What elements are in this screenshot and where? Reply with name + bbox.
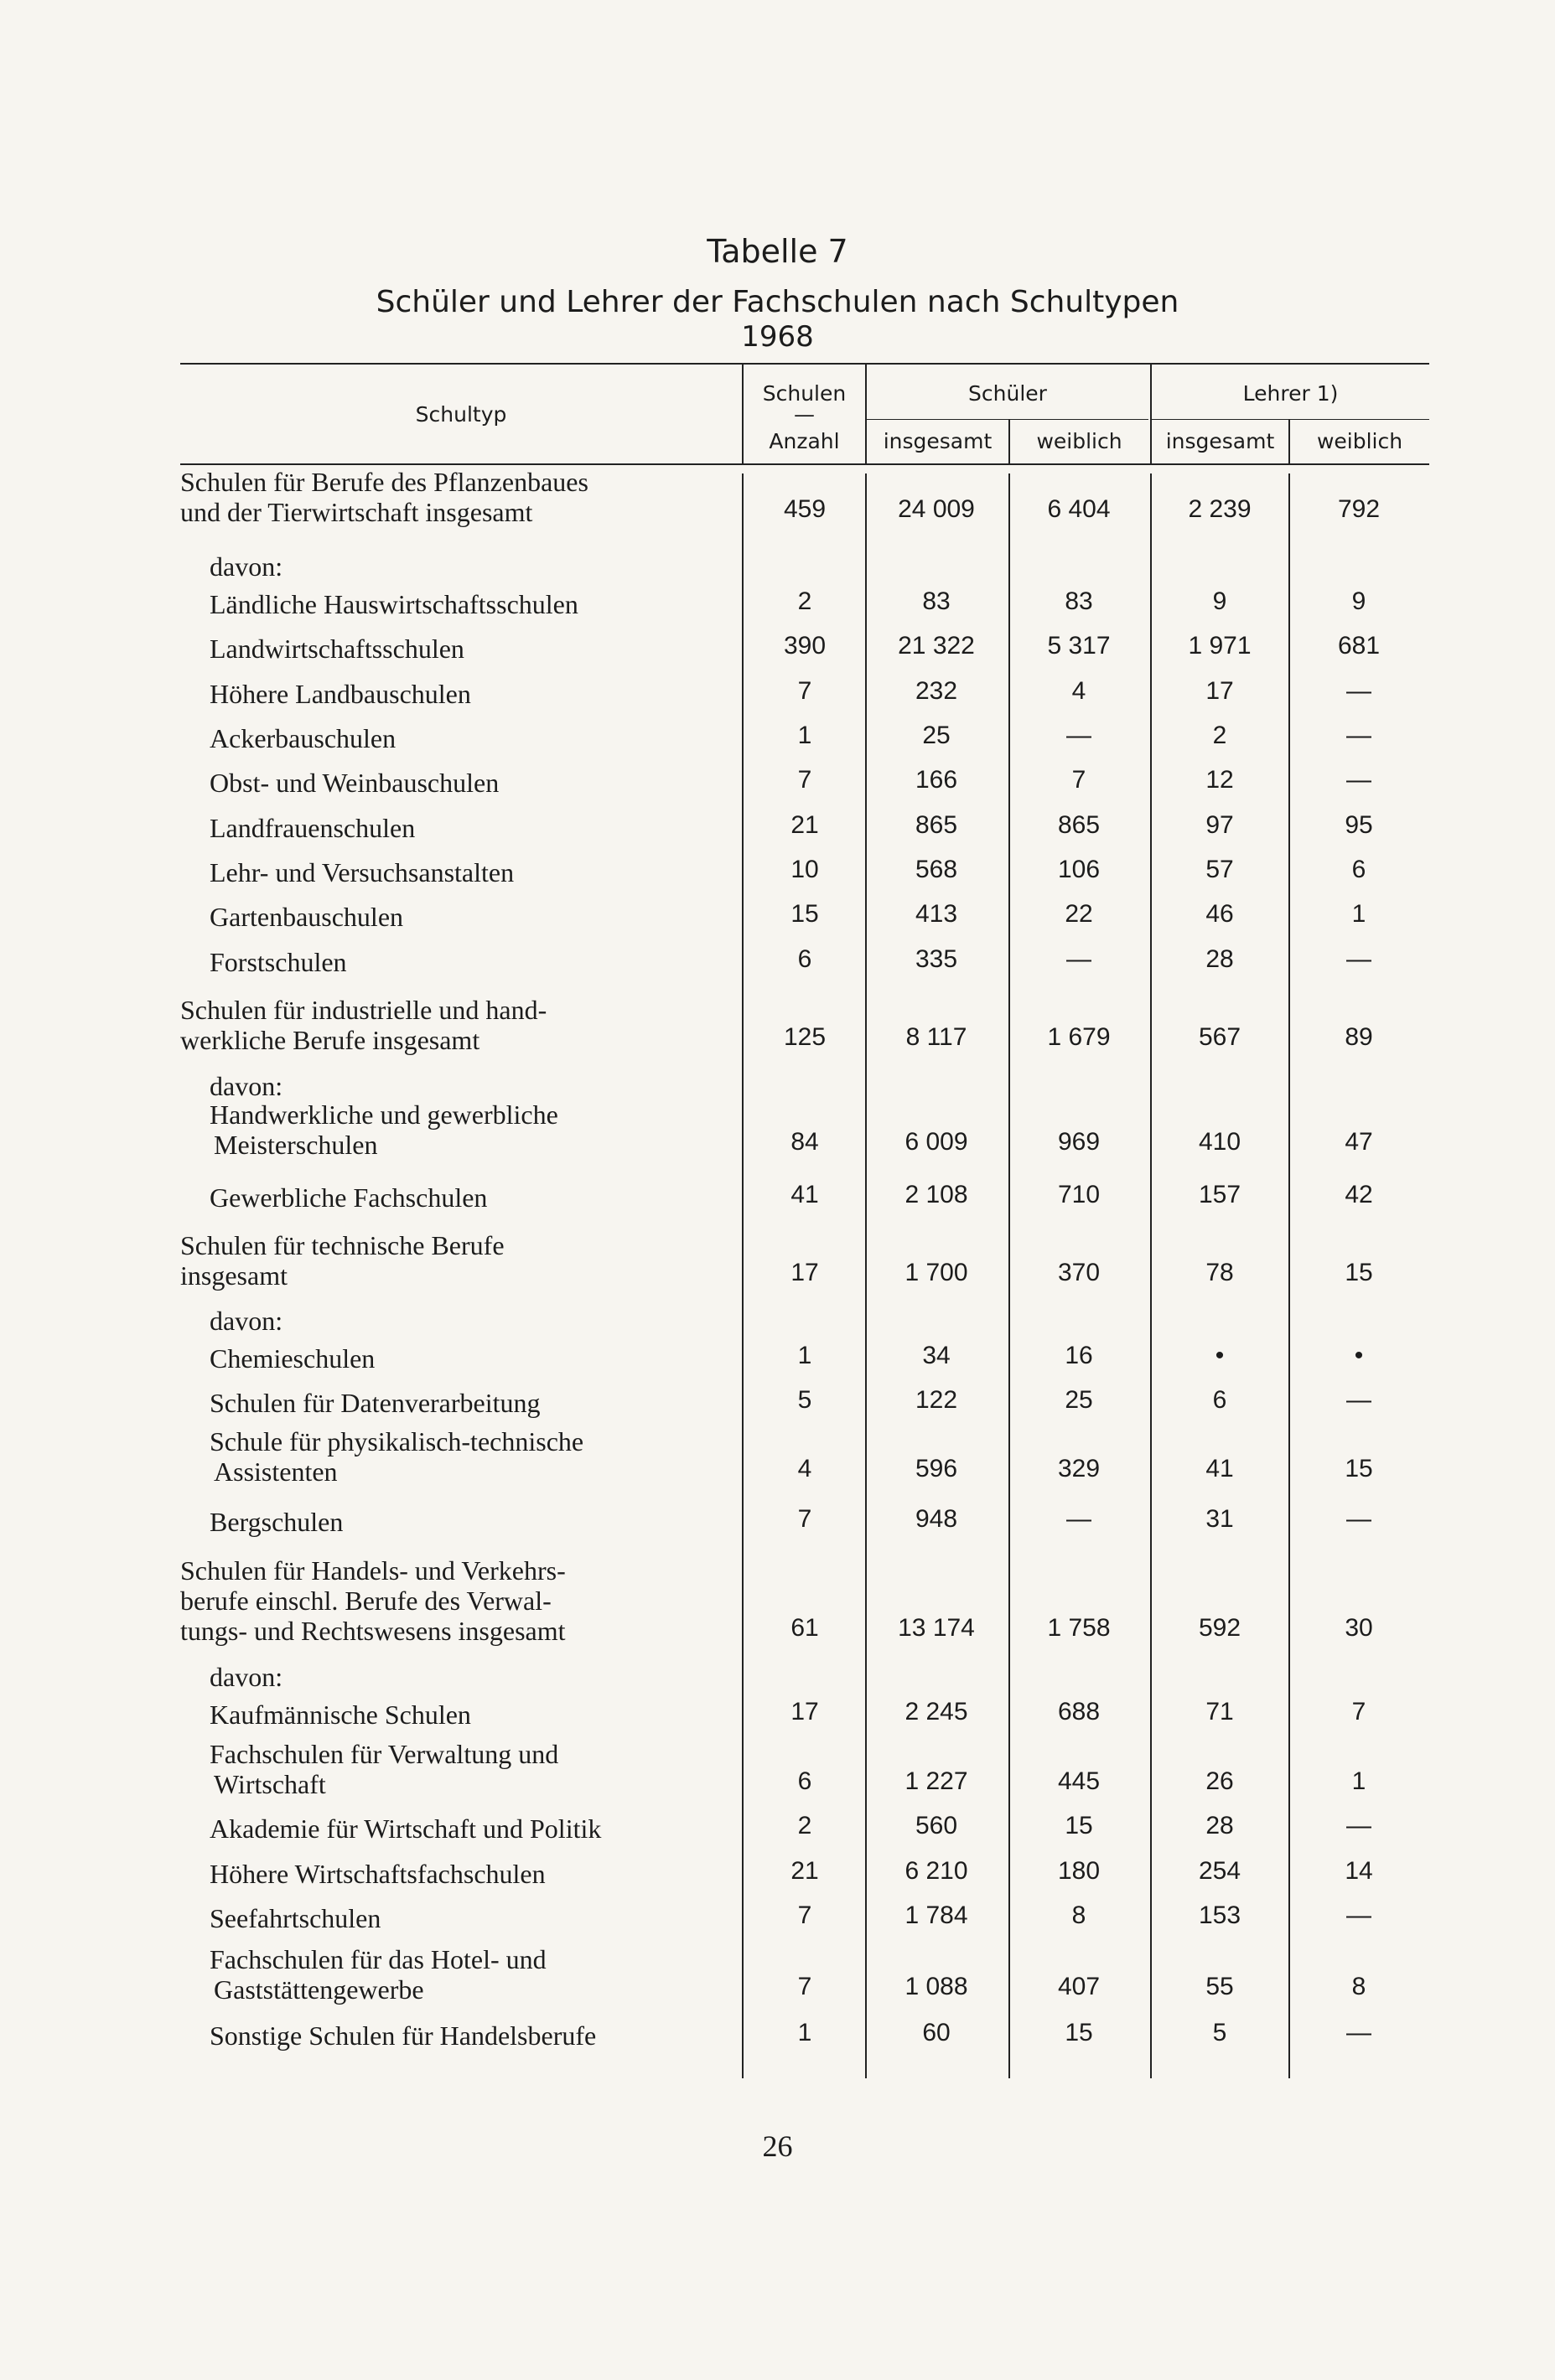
row-label: davon: bbox=[210, 1071, 283, 1101]
table-cell: 16 bbox=[1065, 1342, 1093, 1369]
row-label: Kaufmännische Schulen bbox=[210, 1700, 471, 1730]
table-cell: 5 bbox=[797, 1386, 812, 1414]
header-lehrer: Lehrer 1) bbox=[1242, 381, 1339, 406]
table-year: 1968 bbox=[741, 320, 814, 354]
row-label: Lehr- und Versuchsanstalten bbox=[210, 857, 515, 887]
row-label: insgesamt bbox=[180, 1260, 288, 1291]
row-label: Fachschulen für Verwaltung und bbox=[210, 1739, 559, 1769]
table-cell: 948 bbox=[915, 1505, 958, 1533]
table-cell: 22 bbox=[1065, 900, 1093, 928]
table-cell: 1 bbox=[797, 1342, 812, 1369]
page-number: 26 bbox=[762, 2129, 793, 2163]
header-schueler-insgesamt: insgesamt bbox=[883, 429, 993, 453]
table-cell: — bbox=[1346, 2019, 1371, 2046]
header-schueler: Schüler bbox=[968, 381, 1047, 406]
table-cell: 15 bbox=[790, 900, 819, 928]
table-cell: 83 bbox=[922, 587, 951, 615]
table-cell: 15 bbox=[1345, 1455, 1373, 1482]
table-cell: 10 bbox=[790, 856, 819, 883]
table-cell: 25 bbox=[922, 722, 951, 749]
row-label: Wirtschaft bbox=[214, 1769, 326, 1799]
table-cell: 31 bbox=[1205, 1505, 1234, 1533]
table-cell: — bbox=[1346, 945, 1371, 973]
table-cell: 370 bbox=[1057, 1259, 1101, 1286]
table-cell: 969 bbox=[1057, 1128, 1101, 1156]
table-cell: 153 bbox=[1198, 1901, 1241, 1929]
table-cell: 4 bbox=[797, 1455, 812, 1482]
table-cell: — bbox=[1346, 1901, 1371, 1929]
table-cell: 71 bbox=[1205, 1698, 1234, 1726]
row-label: Höhere Landbauschulen bbox=[210, 679, 471, 709]
table-cell: 15 bbox=[1345, 1259, 1373, 1286]
table-cell: 34 bbox=[922, 1342, 951, 1369]
row-label: Ackerbauschulen bbox=[210, 723, 397, 753]
row-label: Schulen für Datenverarbeitung bbox=[210, 1388, 541, 1418]
table-cell: 1 bbox=[797, 722, 812, 749]
row-label: Landfrauenschulen bbox=[210, 813, 416, 843]
table-cell: 83 bbox=[1065, 587, 1093, 615]
table-cell: 14 bbox=[1345, 1857, 1373, 1885]
table-cell: 21 bbox=[790, 811, 819, 839]
row-label: Höhere Wirtschaftsfachschulen bbox=[210, 1859, 546, 1889]
table-cell: 390 bbox=[783, 632, 827, 660]
table-cell: 8 117 bbox=[905, 1023, 967, 1051]
table-cell: 166 bbox=[915, 766, 958, 794]
table-cell: 42 bbox=[1345, 1181, 1373, 1208]
table-cell: • bbox=[1354, 1342, 1364, 1369]
table-cell: 7 bbox=[797, 1901, 812, 1929]
table-cell: — bbox=[1346, 1386, 1371, 1414]
table-cell: 2 bbox=[797, 587, 812, 615]
table-cell: 413 bbox=[915, 900, 958, 928]
table-cell: 97 bbox=[1205, 811, 1234, 839]
table-cell: 6 bbox=[1212, 1386, 1227, 1414]
row-label: berufe einschl. Berufe des Verwal- bbox=[180, 1586, 552, 1616]
table-cell: 6 009 bbox=[904, 1128, 968, 1156]
table-cell: 7 bbox=[1351, 1698, 1366, 1726]
table-cell: • bbox=[1215, 1342, 1225, 1369]
table-cell: 15 bbox=[1065, 1812, 1093, 1839]
row-label: Seefahrtschulen bbox=[210, 1903, 381, 1933]
row-label: davon: bbox=[210, 1306, 283, 1336]
row-label: Gaststättengewerbe bbox=[214, 1974, 424, 2005]
table-cell: 1 bbox=[797, 2019, 812, 2046]
table-cell: 21 bbox=[790, 1857, 819, 1885]
table-cell: 2 bbox=[797, 1812, 812, 1839]
row-label: Sonstige Schulen für Handelsberufe bbox=[210, 2020, 597, 2051]
table-cell: 46 bbox=[1205, 900, 1234, 928]
table-cell: 1 758 bbox=[1047, 1614, 1111, 1642]
row-label: Landwirtschaftsschulen bbox=[210, 634, 464, 664]
table-cell: 9 bbox=[1212, 587, 1227, 615]
row-label: tungs- und Rechtswesens insgesamt bbox=[180, 1616, 566, 1646]
table-cell: 89 bbox=[1345, 1023, 1373, 1051]
table-cell: 60 bbox=[922, 2019, 951, 2046]
table-cell: 84 bbox=[790, 1128, 819, 1156]
row-label: und der Tierwirtschaft insgesamt bbox=[180, 497, 533, 527]
row-label: Schulen für technische Berufe bbox=[180, 1230, 505, 1260]
table-cell: — bbox=[1066, 722, 1091, 749]
header-schulen: Schulen bbox=[762, 381, 847, 406]
table-cell: 792 bbox=[1337, 495, 1381, 523]
table-cell: 2 239 bbox=[1188, 495, 1252, 523]
table-cell: — bbox=[1346, 677, 1371, 705]
header-lehrer-weiblich: weiblich bbox=[1316, 429, 1403, 453]
table-cell: 6 404 bbox=[1047, 495, 1111, 523]
table-cell: 6 210 bbox=[904, 1857, 968, 1885]
row-label: Obst- und Weinbauschulen bbox=[210, 768, 500, 798]
table-cell: 78 bbox=[1205, 1259, 1234, 1286]
table-cell: 560 bbox=[915, 1812, 958, 1839]
table-cell: 459 bbox=[783, 495, 827, 523]
table-cell: 410 bbox=[1198, 1128, 1241, 1156]
table-cell: 329 bbox=[1057, 1455, 1101, 1482]
table-cell: 17 bbox=[790, 1259, 819, 1286]
table-cell: 17 bbox=[790, 1698, 819, 1726]
table-cell: 122 bbox=[915, 1386, 958, 1414]
table-cell: 7 bbox=[797, 677, 812, 705]
table-cell: 6 bbox=[1351, 856, 1366, 883]
table-cell: 125 bbox=[783, 1023, 827, 1051]
table-cell: 5 bbox=[1212, 2019, 1227, 2046]
row-label: Schulen für Handels- und Verkehrs- bbox=[180, 1555, 566, 1586]
table-cell: 95 bbox=[1345, 811, 1373, 839]
header-bottom-rule bbox=[180, 463, 1429, 465]
table-cell: 1 bbox=[1351, 1767, 1366, 1795]
row-label: Handwerkliche und gewerbliche bbox=[210, 1099, 558, 1130]
table-cell: 1 227 bbox=[904, 1767, 968, 1795]
table-cell: — bbox=[1066, 945, 1091, 973]
header-anzahl: Anzahl bbox=[769, 429, 840, 453]
table-title: Schüler und Lehrer der Fachschulen nach Schultypen bbox=[376, 285, 1179, 319]
row-label: Fachschulen für das Hotel- und bbox=[210, 1944, 547, 1974]
table-cell: 2 245 bbox=[904, 1698, 968, 1726]
header-lehrer-insgesamt: insgesamt bbox=[1165, 429, 1275, 453]
table-cell: 17 bbox=[1205, 677, 1234, 705]
header-schultyp: Schultyp bbox=[415, 402, 507, 427]
table-cell: 7 bbox=[797, 1973, 812, 2000]
table-cell: 1 971 bbox=[1188, 632, 1252, 660]
table-cell: 254 bbox=[1198, 1857, 1241, 1885]
body-divider-4 bbox=[1150, 473, 1152, 2078]
table-number: Tabelle 7 bbox=[707, 233, 848, 270]
table-cell: 335 bbox=[915, 945, 958, 973]
table-cell: 681 bbox=[1337, 632, 1381, 660]
table-cell: 12 bbox=[1205, 766, 1234, 794]
row-label: Schulen für Berufe des Pflanzenbaues bbox=[180, 467, 588, 497]
row-label: Meisterschulen bbox=[214, 1130, 378, 1160]
row-label: Gartenbauschulen bbox=[210, 902, 404, 932]
row-label: Bergschulen bbox=[210, 1507, 344, 1537]
table-cell: 28 bbox=[1205, 1812, 1234, 1839]
row-label: davon: bbox=[210, 551, 283, 582]
table-cell: 55 bbox=[1205, 1973, 1234, 2000]
table-cell: 28 bbox=[1205, 945, 1234, 973]
table-cell: — bbox=[1346, 722, 1371, 749]
table-cell: 1 679 bbox=[1047, 1023, 1111, 1051]
row-label: Gewerbliche Fachschulen bbox=[210, 1182, 488, 1213]
table-cell: 865 bbox=[1057, 811, 1101, 839]
body-divider-5 bbox=[1288, 473, 1290, 2078]
row-label: Ländliche Hauswirtschaftsschulen bbox=[210, 589, 578, 619]
table-cell: 25 bbox=[1065, 1386, 1093, 1414]
table-cell: 2 bbox=[1212, 722, 1227, 749]
row-label: Assistenten bbox=[214, 1456, 338, 1487]
table-cell: 2 108 bbox=[904, 1181, 968, 1208]
table-cell: 6 bbox=[797, 1767, 812, 1795]
table-cell: 4 bbox=[1071, 677, 1086, 705]
row-label: Akademie für Wirtschaft und Politik bbox=[210, 1813, 602, 1844]
table-cell: 1 bbox=[1351, 900, 1366, 928]
table-cell: 7 bbox=[1071, 766, 1086, 794]
table-cell: 106 bbox=[1057, 856, 1101, 883]
table-cell: 57 bbox=[1205, 856, 1234, 883]
table-cell: 710 bbox=[1057, 1181, 1101, 1208]
table-cell: 5 317 bbox=[1047, 632, 1111, 660]
table-cell: 9 bbox=[1351, 587, 1366, 615]
table-cell: 596 bbox=[915, 1455, 958, 1482]
table-top-rule bbox=[180, 363, 1429, 365]
header-schueler-weiblich: weiblich bbox=[1036, 429, 1122, 453]
row-label: Chemieschulen bbox=[210, 1343, 376, 1374]
table-cell: 1 784 bbox=[904, 1901, 968, 1929]
row-label: werkliche Berufe insgesamt bbox=[180, 1025, 480, 1055]
table-cell: 6 bbox=[797, 945, 812, 973]
row-label: Schulen für industrielle und hand- bbox=[180, 995, 547, 1025]
table-cell: — bbox=[1346, 766, 1371, 794]
table-cell: 232 bbox=[915, 677, 958, 705]
table-cell: 15 bbox=[1065, 2019, 1093, 2046]
table-cell: — bbox=[1346, 1812, 1371, 1839]
table-cell: 407 bbox=[1057, 1973, 1101, 2000]
table-cell: 30 bbox=[1345, 1614, 1373, 1642]
table-cell: 26 bbox=[1205, 1767, 1234, 1795]
table-cell: 8 bbox=[1351, 1973, 1366, 2000]
table-cell: 568 bbox=[915, 856, 958, 883]
row-label: davon: bbox=[210, 1662, 283, 1692]
table-cell: 865 bbox=[915, 811, 958, 839]
table-cell: 567 bbox=[1198, 1023, 1241, 1051]
table-cell: — bbox=[1066, 1505, 1091, 1533]
row-label: Schule für physikalisch-technische bbox=[210, 1426, 584, 1456]
row-label: Forstschulen bbox=[210, 947, 347, 977]
table-cell: 445 bbox=[1057, 1767, 1101, 1795]
table-cell: 7 bbox=[797, 766, 812, 794]
table-cell: 21 322 bbox=[898, 632, 975, 660]
table-cell: 8 bbox=[1071, 1901, 1086, 1929]
table-cell: 7 bbox=[797, 1505, 812, 1533]
table-cell: 688 bbox=[1057, 1698, 1101, 1726]
table-cell: 180 bbox=[1057, 1857, 1101, 1885]
table-cell: — bbox=[1346, 1505, 1371, 1533]
table-cell: 1 700 bbox=[904, 1259, 968, 1286]
header-sub-rule-schueler bbox=[865, 419, 1148, 420]
table-cell: 41 bbox=[790, 1181, 819, 1208]
header-schulen-dash: — bbox=[794, 402, 815, 427]
table-cell: 157 bbox=[1198, 1181, 1241, 1208]
table-cell: 47 bbox=[1345, 1128, 1373, 1156]
table-cell: 41 bbox=[1205, 1455, 1234, 1482]
body-divider-3 bbox=[1008, 473, 1010, 2078]
table-cell: 24 009 bbox=[898, 495, 975, 523]
table-cell: 1 088 bbox=[904, 1973, 968, 2000]
table-cell: 61 bbox=[790, 1614, 819, 1642]
table-cell: 13 174 bbox=[898, 1614, 975, 1642]
table-cell: 592 bbox=[1198, 1614, 1241, 1642]
